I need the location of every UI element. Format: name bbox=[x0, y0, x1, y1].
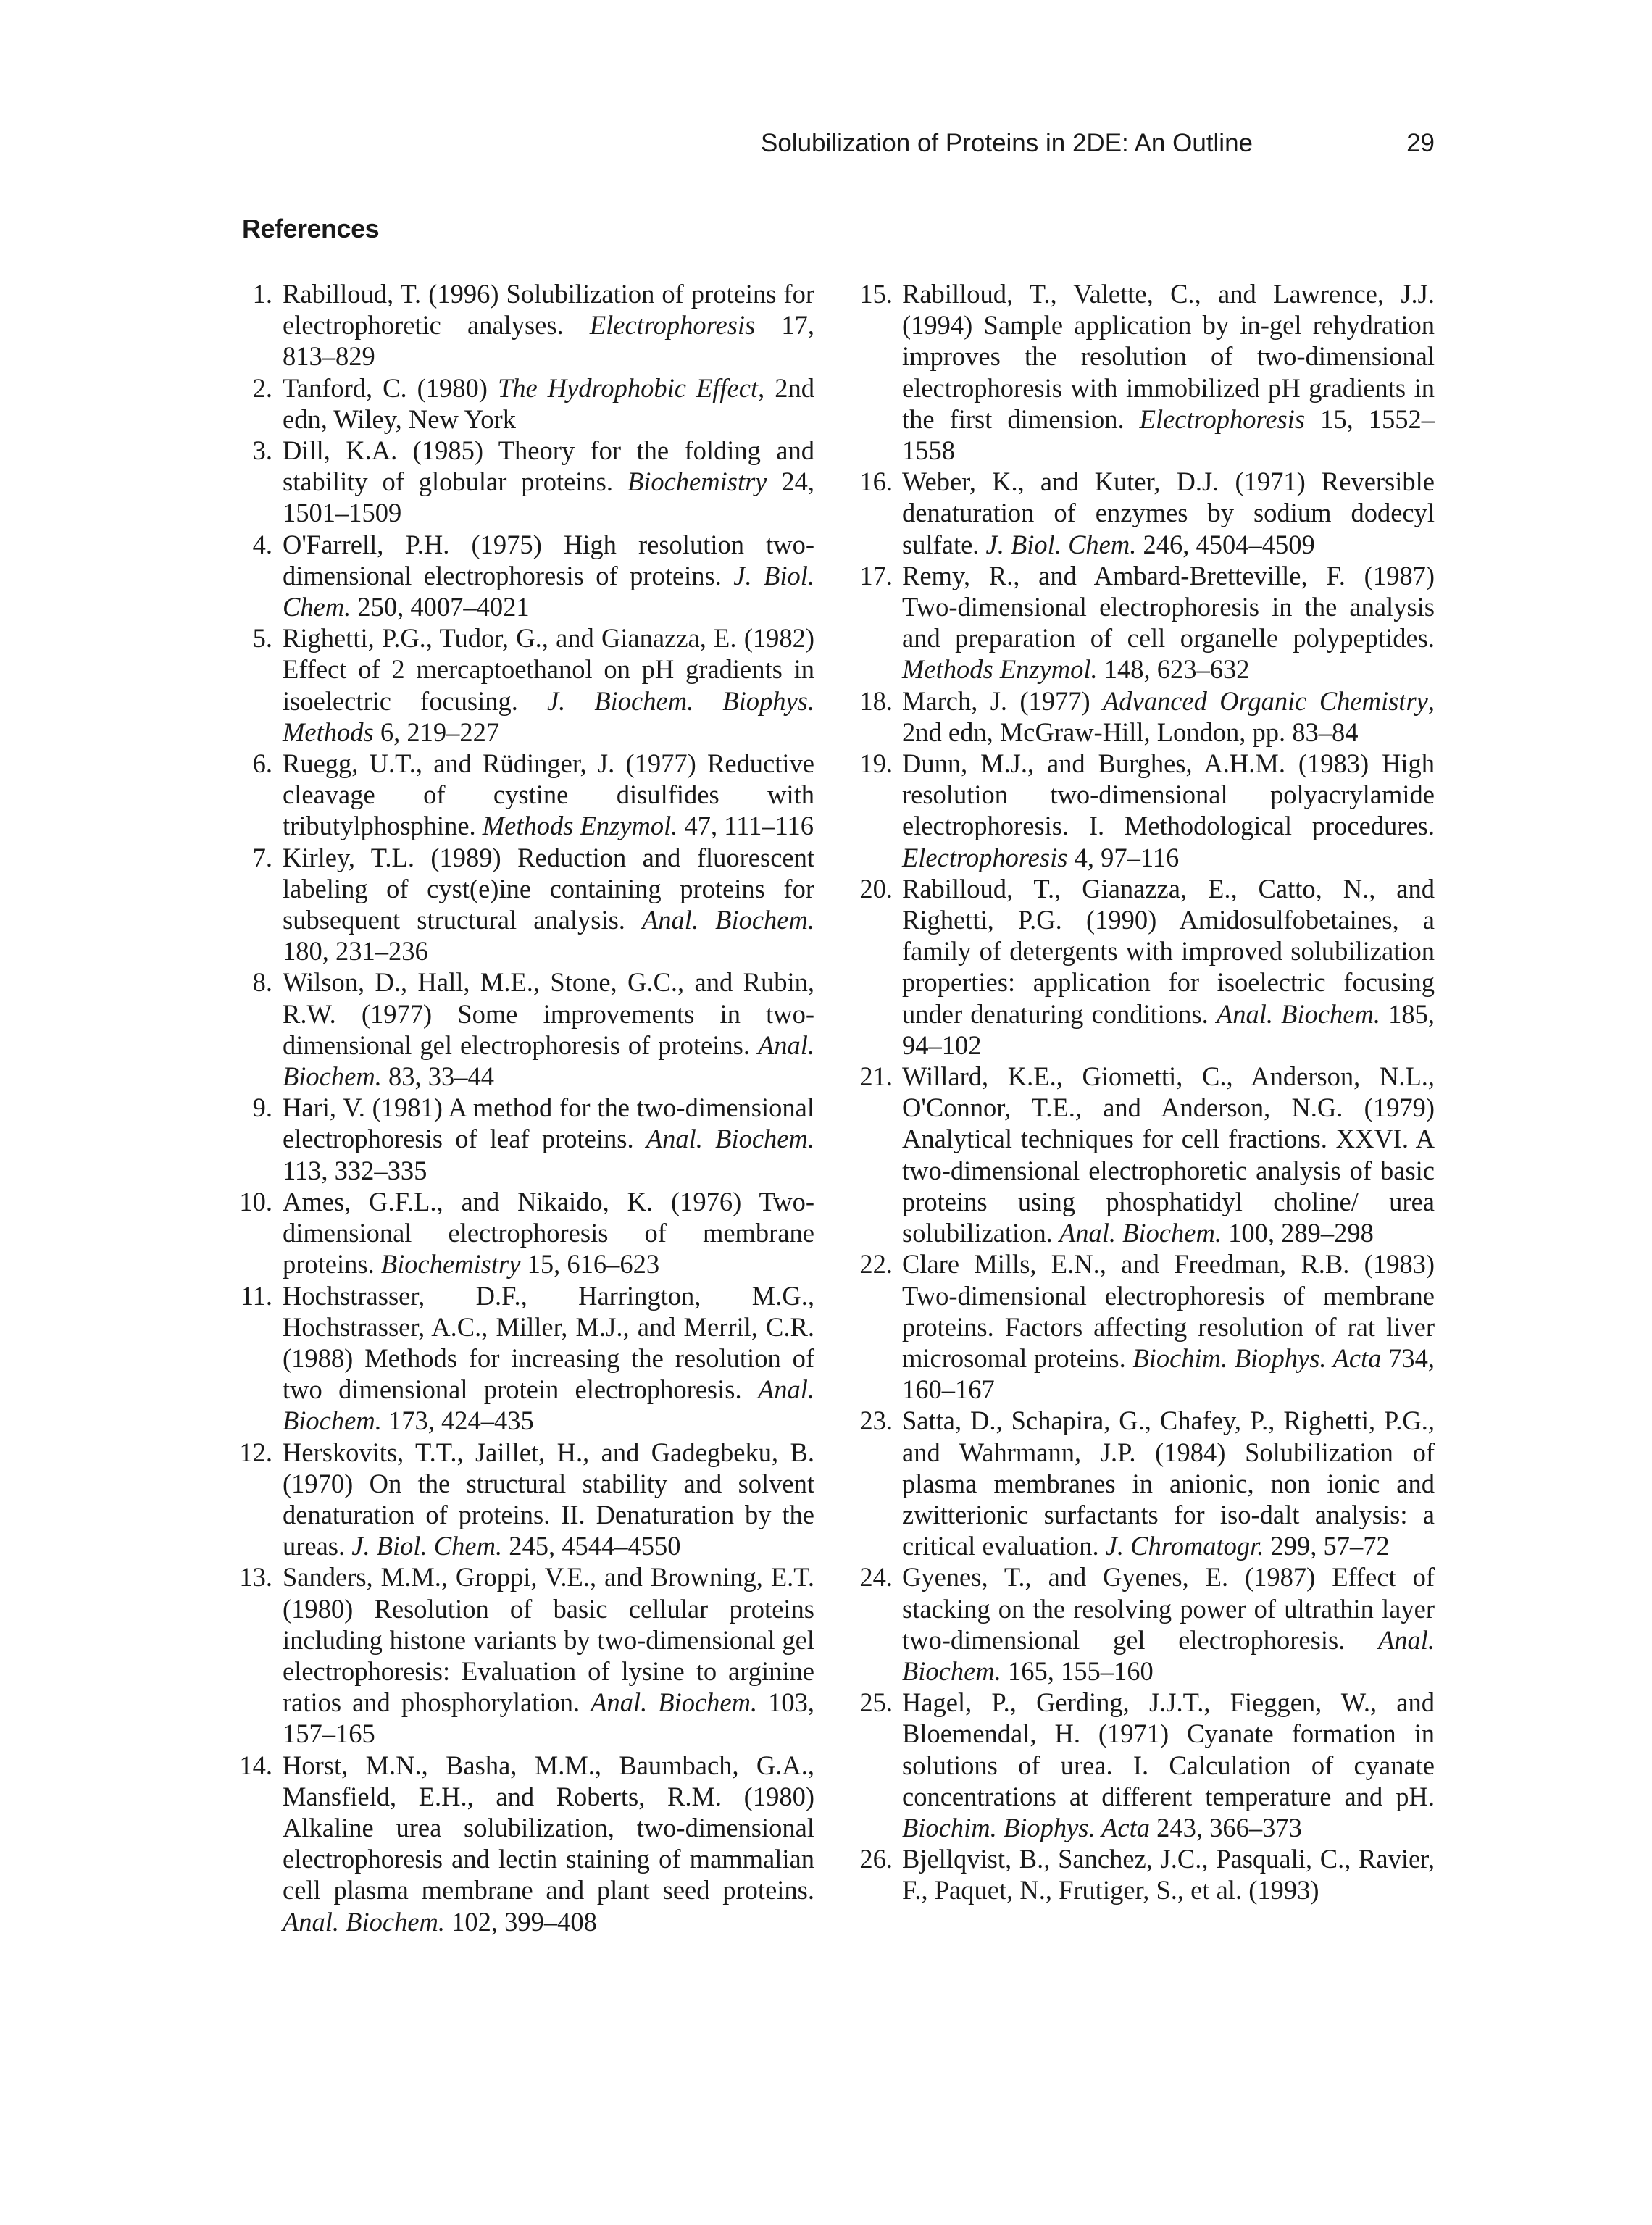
reference-citation: 243, 366–373 bbox=[1149, 1812, 1302, 1842]
reference-citation: 250, 4007–4021 bbox=[351, 592, 530, 622]
reference-text: Ruegg, U.T., and Rüdinger, J. (1977) Reductive cleavage of cystine disulfides with tributylphosphine. bbox=[283, 748, 814, 841]
reference-journal: Anal. Biochem. bbox=[591, 1687, 758, 1718]
reference-journal: Methods Enzymol. bbox=[482, 811, 678, 841]
reference-journal: Anal. Biochem. bbox=[283, 1906, 446, 1937]
reference-text: Rabilloud, T. (1996) Solubilization of proteins for electrophoretic analyses. bbox=[283, 279, 814, 341]
reference-number: 16. bbox=[859, 467, 893, 497]
reference-number: 11. bbox=[240, 1280, 272, 1311]
reference-journal: J. Biol. Chem. bbox=[351, 1531, 503, 1561]
reference-number: 26. bbox=[859, 1844, 893, 1874]
reference-citation: 15, 1552–1558 bbox=[902, 404, 1435, 466]
reference-citation: 15, 616–623 bbox=[520, 1249, 660, 1280]
references-left-column bbox=[239, 278, 814, 1937]
reference-journal: Methods Enzymol. bbox=[902, 654, 1098, 685]
reference-journal: Advanced Organic Chemistry bbox=[1102, 685, 1428, 716]
reference-journal: Electrophoresis bbox=[902, 842, 1068, 872]
reference-citation: 180, 231–236 bbox=[283, 936, 428, 967]
reference-item bbox=[833, 1248, 1435, 1405]
reference-citation: 6, 219–227 bbox=[373, 717, 500, 747]
reference-text: Hari, V. (1981) A method for the two-dimensional electrophoresis of leaf proteins. bbox=[283, 1093, 814, 1154]
page-number: 29 bbox=[1406, 129, 1435, 157]
reference-item bbox=[833, 1405, 1435, 1561]
reference-item bbox=[833, 685, 1435, 748]
reference-number: 23. bbox=[859, 1406, 893, 1436]
reference-citation: 246, 4504–4509 bbox=[1136, 529, 1315, 559]
reference-journal: Anal. Biochem. bbox=[642, 905, 814, 935]
reference-citation: 103, 157–165 bbox=[283, 1687, 814, 1749]
reference-citation: 24, 1501–1509 bbox=[283, 467, 815, 528]
reference-number: 21. bbox=[859, 1061, 893, 1092]
reference-citation: 299, 57–72 bbox=[1264, 1531, 1390, 1561]
reference-item bbox=[833, 1687, 1435, 1843]
reference-text: Kirley, T.L. (1989) Reduction and fluorescent labeling of cyst(e)ine containing proteins for subsequent structural analysis. bbox=[283, 842, 814, 935]
reference-journal: Biochemistry bbox=[627, 467, 767, 497]
reference-text: Satta, D., Schapira, G., Chafey, P., Righetti, P.G., and Wahrmann, J.P. (1984) Solubilization of plasma membranes in anionic, non ionic and zwitterionic surfactants for iso-dalt analysis: a critical evaluation. bbox=[902, 1406, 1435, 1561]
reference-number: 4. bbox=[252, 529, 272, 559]
reference-text: Hagel, P., Gerding, J.J.T., Fieggen, W., and Bloemendal, H. (1971) Cyanate formation in solutions of urea. I. Calculation of cyanate concentrations at different temperature and pH. bbox=[902, 1687, 1435, 1811]
reference-journal: J. Biol. Chem. bbox=[283, 560, 815, 622]
reference-number: 17. bbox=[859, 560, 893, 590]
reference-text: Tanford, C. (1980) bbox=[283, 372, 498, 403]
reference-citation: 185, 94–102 bbox=[902, 998, 1435, 1060]
reference-citation: 83, 33–44 bbox=[381, 1061, 494, 1092]
reference-item bbox=[239, 278, 814, 372]
reference-text: Ames, G.F.L., and Nikaido, K. (1976) Two-dimensional electrophoresis of membrane proteins. bbox=[283, 1186, 814, 1280]
reference-item bbox=[833, 1061, 1435, 1248]
reference-journal: J. Biol. Chem. bbox=[985, 529, 1137, 559]
reference-number: 6. bbox=[252, 748, 272, 779]
reference-item bbox=[833, 1561, 1435, 1687]
reference-journal: Biochim. Biophys. Acta bbox=[902, 1812, 1150, 1842]
reference-citation: 245, 4544–4550 bbox=[502, 1531, 681, 1561]
reference-citation: , 2nd edn, Wiley, New York bbox=[283, 372, 814, 434]
reference-number: 19. bbox=[859, 748, 893, 779]
reference-item bbox=[833, 1843, 1435, 1905]
reference-item bbox=[239, 967, 814, 1092]
reference-text: Sanders, M.M., Groppi, V.E., and Browning, E.T. (1980) Resolution of basic cellular proteins including histone variants by two-dimensional gel electrophoresis: Evaluation of lysine to arginine ratios and phosphorylation. bbox=[283, 1562, 814, 1718]
reference-item bbox=[239, 1437, 814, 1562]
reference-item bbox=[239, 1750, 814, 1937]
reference-journal: Electrophoresis bbox=[589, 310, 756, 341]
reference-text: Wilson, D., Hall, M.E., Stone, G.C., and Rubin, R.W. (1977) Some improvements in two-dimensional gel electrophoresis of proteins. bbox=[283, 967, 814, 1060]
reference-journal: Anal. Biochem. bbox=[646, 1124, 814, 1154]
reference-item bbox=[239, 1561, 814, 1749]
reference-text: Righetti, P.G., Tudor, G., and Gianazza, E. (1982) Effect of 2 mercaptoethanol on pH gradients in isoelectric focusing. bbox=[283, 623, 814, 716]
reference-citation: 100, 289–298 bbox=[1221, 1218, 1374, 1248]
reference-journal: The Hydrophobic Effect bbox=[497, 372, 759, 403]
reference-citation: 165, 155–160 bbox=[1001, 1656, 1154, 1686]
reference-text: Clare Mills, E.N., and Freedman, R.B. (1983) Two-dimensional electrophoresis of membrane proteins. Factors affecting resolution of rat liver microsomal proteins. bbox=[902, 1249, 1435, 1373]
reference-text: Hochstrasser, D.F., Harrington, M.G., Hochstrasser, A.C., Miller, M.J., and Merril, C.R. (1988) Methods for increasing the resolution of two dimensional protein electrophoresis. bbox=[283, 1280, 814, 1405]
reference-item bbox=[833, 873, 1435, 1061]
reference-item bbox=[239, 1280, 814, 1437]
reference-text: Willard, K.E., Giometti, C., Anderson, N.L., O'Connor, T.E., and Anderson, N.G. (1979) Analytical techniques for cell fractions. XXVI. A two-dimensional electrophoretic analysis of basic proteins using phosphatidyl choline/ urea solubilization. bbox=[902, 1061, 1435, 1248]
reference-number: 22. bbox=[859, 1249, 893, 1280]
running-header bbox=[761, 129, 1435, 158]
reference-text: Remy, R., and Ambard-Bretteville, F. (1987) Two-dimensional electrophoresis in the analysis and preparation of cell organelle polypeptides. bbox=[902, 560, 1435, 654]
reference-text: Weber, K., and Kuter, D.J. (1971) Reversible denaturation of enzymes by sodium dodecyl sulfate. bbox=[902, 467, 1435, 559]
reference-journal: Biochim. Biophys. Acta bbox=[1132, 1343, 1382, 1373]
reference-journal: Anal. Biochem. bbox=[1059, 1218, 1222, 1248]
reference-item bbox=[239, 529, 814, 623]
reference-number: 15. bbox=[859, 279, 893, 309]
reference-citation: 173, 424–435 bbox=[381, 1406, 534, 1436]
reference-number: 24. bbox=[859, 1562, 893, 1592]
reference-number: 5. bbox=[252, 623, 272, 654]
reference-citation: 4, 97–116 bbox=[1067, 842, 1180, 872]
reference-number: 8. bbox=[252, 967, 272, 998]
reference-text: Gyenes, T., and Gyenes, E. (1987) Effect of stacking on the resolving power of ultrathin layer two-dimensional gel electrophoresis. bbox=[902, 1562, 1435, 1655]
reference-number: 14. bbox=[239, 1750, 272, 1780]
reference-item bbox=[239, 622, 814, 748]
reference-number: 20. bbox=[859, 873, 893, 903]
reference-number: 2. bbox=[252, 372, 272, 403]
reference-number: 1. bbox=[252, 279, 272, 309]
reference-number: 9. bbox=[252, 1093, 272, 1123]
running-title: Solubilization of Proteins in 2DE: An Outline bbox=[761, 129, 1253, 157]
reference-text: Rabilloud, T., Valette, C., and Lawrence, J.J. (1994) Sample application by in-gel rehydration improves the resolution of two-dimensional electrophoresis with immobilized pH gradients in the first dimension. bbox=[902, 279, 1435, 434]
reference-text: Dunn, M.J., and Burghes, A.H.M. (1983) High resolution two-dimensional polyacrylamide electrophoresis. I. Methodological procedures. bbox=[902, 748, 1435, 841]
reference-text: Herskovits, T.T., Jaillet, H., and Gadegbeku, B. (1970) On the structural stability and solvent denaturation of proteins. II. Denaturation by the ureas. bbox=[283, 1437, 814, 1561]
reference-number: 10. bbox=[239, 1186, 272, 1216]
reference-journal: Electrophoresis bbox=[1139, 404, 1306, 434]
reference-number: 3. bbox=[252, 435, 272, 466]
reference-journal: Biochemistry bbox=[380, 1249, 521, 1280]
reference-item bbox=[239, 748, 814, 842]
reference-journal: J. Chromatogr. bbox=[1105, 1531, 1264, 1561]
reference-citation: , 2nd edn, McGraw-Hill, London, pp. 83–84 bbox=[902, 685, 1435, 747]
reference-citation: 102, 399–408 bbox=[445, 1906, 597, 1937]
reference-journal: Anal. Biochem. bbox=[1216, 998, 1380, 1029]
reference-citation: 734, 160–167 bbox=[902, 1343, 1435, 1405]
reference-item bbox=[833, 748, 1435, 873]
reference-item bbox=[833, 560, 1435, 685]
reference-text: Horst, M.N., Basha, M.M., Baumbach, G.A., Mansfield, E.H., and Roberts, R.M. (1980) Alkaline urea solubilization, two-dimensional electrophoresis and lectin staining of mammalian cell plasma membrane and plant seed proteins. bbox=[283, 1750, 814, 1905]
reference-text: O'Farrell, P.H. (1975) High resolution two-dimensional electrophoresis of proteins. bbox=[283, 529, 814, 590]
reference-citation: 17, 813–829 bbox=[283, 310, 814, 372]
reference-number: 12. bbox=[239, 1437, 272, 1467]
reference-number: 25. bbox=[859, 1687, 893, 1718]
reference-citation: 148, 623–632 bbox=[1097, 654, 1250, 685]
reference-item bbox=[833, 278, 1435, 466]
reference-number: 7. bbox=[252, 842, 272, 872]
reference-item bbox=[239, 1186, 814, 1280]
section-title: References bbox=[242, 214, 380, 243]
reference-text: March, J. (1977) bbox=[902, 685, 1103, 716]
reference-item bbox=[239, 372, 814, 435]
reference-journal: Anal. Biochem. bbox=[283, 1030, 814, 1092]
reference-journal: Anal. Biochem. bbox=[283, 1374, 814, 1436]
reference-number: 13. bbox=[239, 1562, 272, 1592]
reference-item bbox=[239, 842, 814, 967]
reference-item bbox=[239, 435, 814, 529]
reference-text: Bjellqvist, B., Sanchez, J.C., Pasquali, C., Ravier, F., Paquet, N., Frutiger, S., et al. (1993) bbox=[902, 1844, 1435, 1905]
reference-journal: Anal. Biochem. bbox=[902, 1624, 1435, 1686]
reference-citation: 113, 332–335 bbox=[283, 1155, 427, 1185]
reference-journal: J. Biochem. Biophys. Methods bbox=[283, 685, 814, 747]
reference-text: Dill, K.A. (1985) Theory for the folding and stability of globular proteins. bbox=[283, 435, 814, 497]
reference-citation: 47, 111–116 bbox=[677, 811, 814, 841]
reference-item bbox=[239, 1092, 814, 1186]
reference-text: Rabilloud, T., Gianazza, E., Catto, N., and Righetti, P.G. (1990) Amidosulfobetaines, a family of detergents with improved solubilization properties: application for isoelectric focusing under denaturing conditions. bbox=[902, 873, 1435, 1029]
reference-item bbox=[833, 466, 1435, 560]
reference-number: 18. bbox=[859, 685, 893, 716]
references-right-column bbox=[833, 278, 1435, 1906]
